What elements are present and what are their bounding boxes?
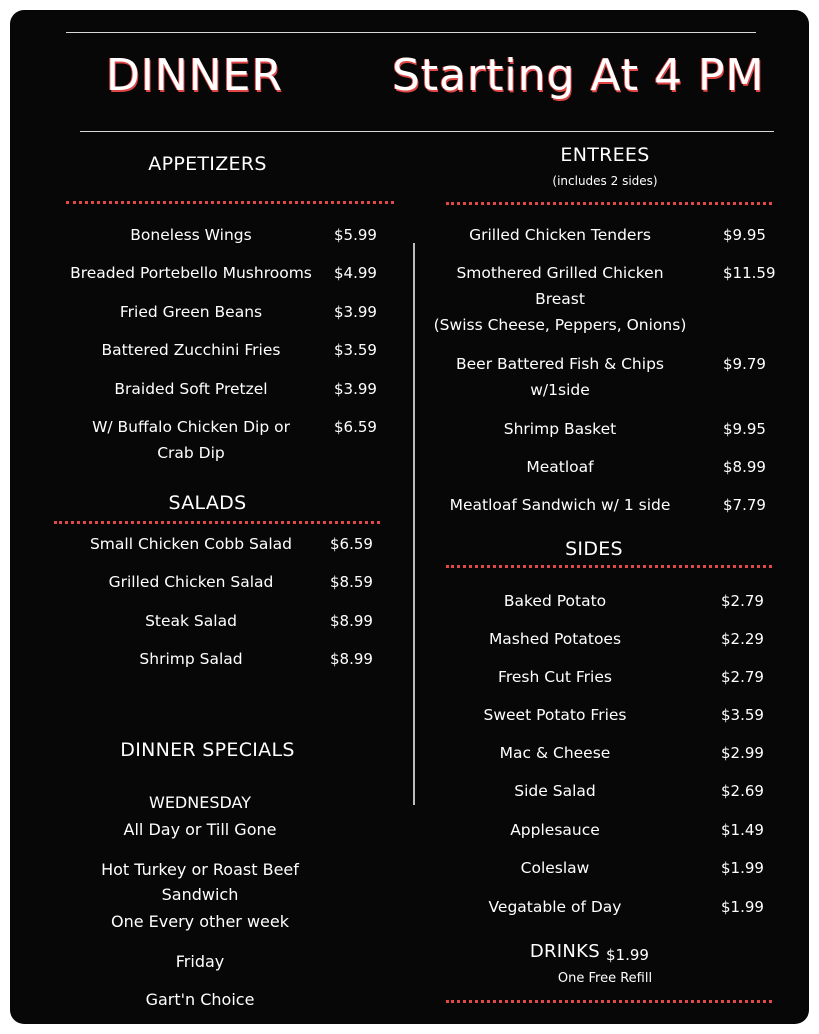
menu-item-name: Side Salad xyxy=(514,782,596,800)
menu-item-name-line2: w/1side xyxy=(530,381,590,399)
dinner-title: DINNER xyxy=(106,50,284,101)
menu-item-price: $5.99 xyxy=(334,226,377,244)
menu-item-price: $3.59 xyxy=(334,341,377,359)
menu-item-name: Coleslaw xyxy=(520,859,590,877)
specials-line: Hot Turkey or Roast Beef xyxy=(101,860,299,879)
menu-item-price: $1.99 xyxy=(721,898,764,916)
menu-item-price: $2.79 xyxy=(721,592,764,610)
sides-divider xyxy=(446,565,772,568)
menu-item-price: $2.79 xyxy=(721,668,764,686)
menu-board xyxy=(10,10,809,1024)
salads-divider xyxy=(54,521,380,524)
specials-line: One Every other week xyxy=(111,912,289,931)
menu-item-name: Applesauce xyxy=(510,821,600,839)
specials-day: WEDNESDAY xyxy=(149,793,251,812)
salads-heading: SALADS xyxy=(168,492,247,514)
menu-item-name: Sweet Potato Fries xyxy=(483,706,627,724)
menu-item-name: Meatloaf xyxy=(526,458,594,476)
menu-item-name: W/ Buffalo Chicken Dip or xyxy=(92,418,290,436)
menu-item-name: Breaded Portebello Mushrooms xyxy=(70,264,312,282)
menu-item-price: $9.95 xyxy=(723,226,766,244)
specials-day: Friday xyxy=(175,952,225,971)
appetizers-divider xyxy=(66,201,394,204)
drinks-heading: DRINKS xyxy=(529,941,600,962)
specials-line: Sandwich xyxy=(161,885,239,904)
menu-item-price: $2.69 xyxy=(721,782,764,800)
menu-item-name: Baked Potato xyxy=(503,592,607,610)
specials-heading: DINNER SPECIALS xyxy=(120,739,295,761)
menu-item-name-line2: Crab Dip xyxy=(157,444,225,462)
menu-item-price: $9.79 xyxy=(723,355,766,373)
entrees-heading: ENTREES xyxy=(560,144,650,166)
menu-item-price: $3.99 xyxy=(334,303,377,321)
menu-item-price: $2.29 xyxy=(721,630,764,648)
menu-item-price: $1.99 xyxy=(721,859,764,877)
menu-item-price: $7.79 xyxy=(723,496,766,514)
menu-item-price: $8.99 xyxy=(330,650,373,668)
entrees-note: (includes 2 sides) xyxy=(552,174,658,188)
menu-item-name: Shrimp Basket xyxy=(503,420,617,438)
drinks-divider xyxy=(446,1000,772,1003)
menu-item-name: Grilled Chicken Salad xyxy=(108,573,274,591)
sides-heading: SIDES xyxy=(565,538,623,560)
menu-item-name: Steak Salad xyxy=(145,612,237,630)
drinks-price: $1.99 xyxy=(606,946,649,964)
specials-line: Gart'n Choice xyxy=(145,990,255,1009)
menu-item-price: $2.99 xyxy=(721,744,764,762)
menu-item-price: $6.59 xyxy=(334,418,377,436)
menu-item-name: Vegatable of Day xyxy=(488,898,622,916)
menu-item-name: Beer Battered Fish & Chips xyxy=(456,355,664,373)
drinks-note: One Free Refill xyxy=(557,971,653,986)
header-bottom-rule xyxy=(80,131,774,132)
menu-item-name: Small Chicken Cobb Salad xyxy=(89,535,293,553)
menu-item-price: $8.99 xyxy=(330,612,373,630)
header-top-rule xyxy=(66,32,756,33)
menu-item-price: $1.49 xyxy=(721,821,764,839)
menu-item-name: Boneless Wings xyxy=(130,226,252,244)
menu-item-price: $8.59 xyxy=(330,573,373,591)
menu-item-price: $6.59 xyxy=(330,535,373,553)
menu-item-price: $3.59 xyxy=(721,706,764,724)
menu-item-name: Smothered Grilled Chicken xyxy=(456,264,664,282)
specials-line: All Day or Till Gone xyxy=(123,820,277,839)
hours-title: Starting At 4 PM xyxy=(392,50,765,101)
menu-item-name: Meatloaf Sandwich w/ 1 side xyxy=(449,496,671,514)
menu-item-name: Shrimp Salad xyxy=(139,650,243,668)
menu-item-price: $9.95 xyxy=(723,420,766,438)
menu-item-price: $4.99 xyxy=(334,264,377,282)
menu-item-name: Mashed Potatoes xyxy=(488,630,622,648)
menu-item-name-line3: (Swiss Cheese, Peppers, Onions) xyxy=(433,316,687,334)
menu-item-name: Braided Soft Pretzel xyxy=(114,380,268,398)
menu-item-name: Mac & Cheese xyxy=(499,744,611,762)
menu-item-name: Fried Green Beans xyxy=(119,303,263,321)
menu-item-price: $8.99 xyxy=(723,458,766,476)
menu-item-name: Fresh Cut Fries xyxy=(498,668,612,686)
entrees-divider xyxy=(446,202,772,205)
menu-item-price: $11.59 xyxy=(723,264,776,282)
menu-item-price: $3.99 xyxy=(334,380,377,398)
menu-item-name-line2: Breast xyxy=(535,290,585,308)
appetizers-heading: APPETIZERS xyxy=(148,153,267,175)
menu-item-name: Grilled Chicken Tenders xyxy=(469,226,651,244)
menu-item-name: Battered Zucchini Fries xyxy=(101,341,281,359)
